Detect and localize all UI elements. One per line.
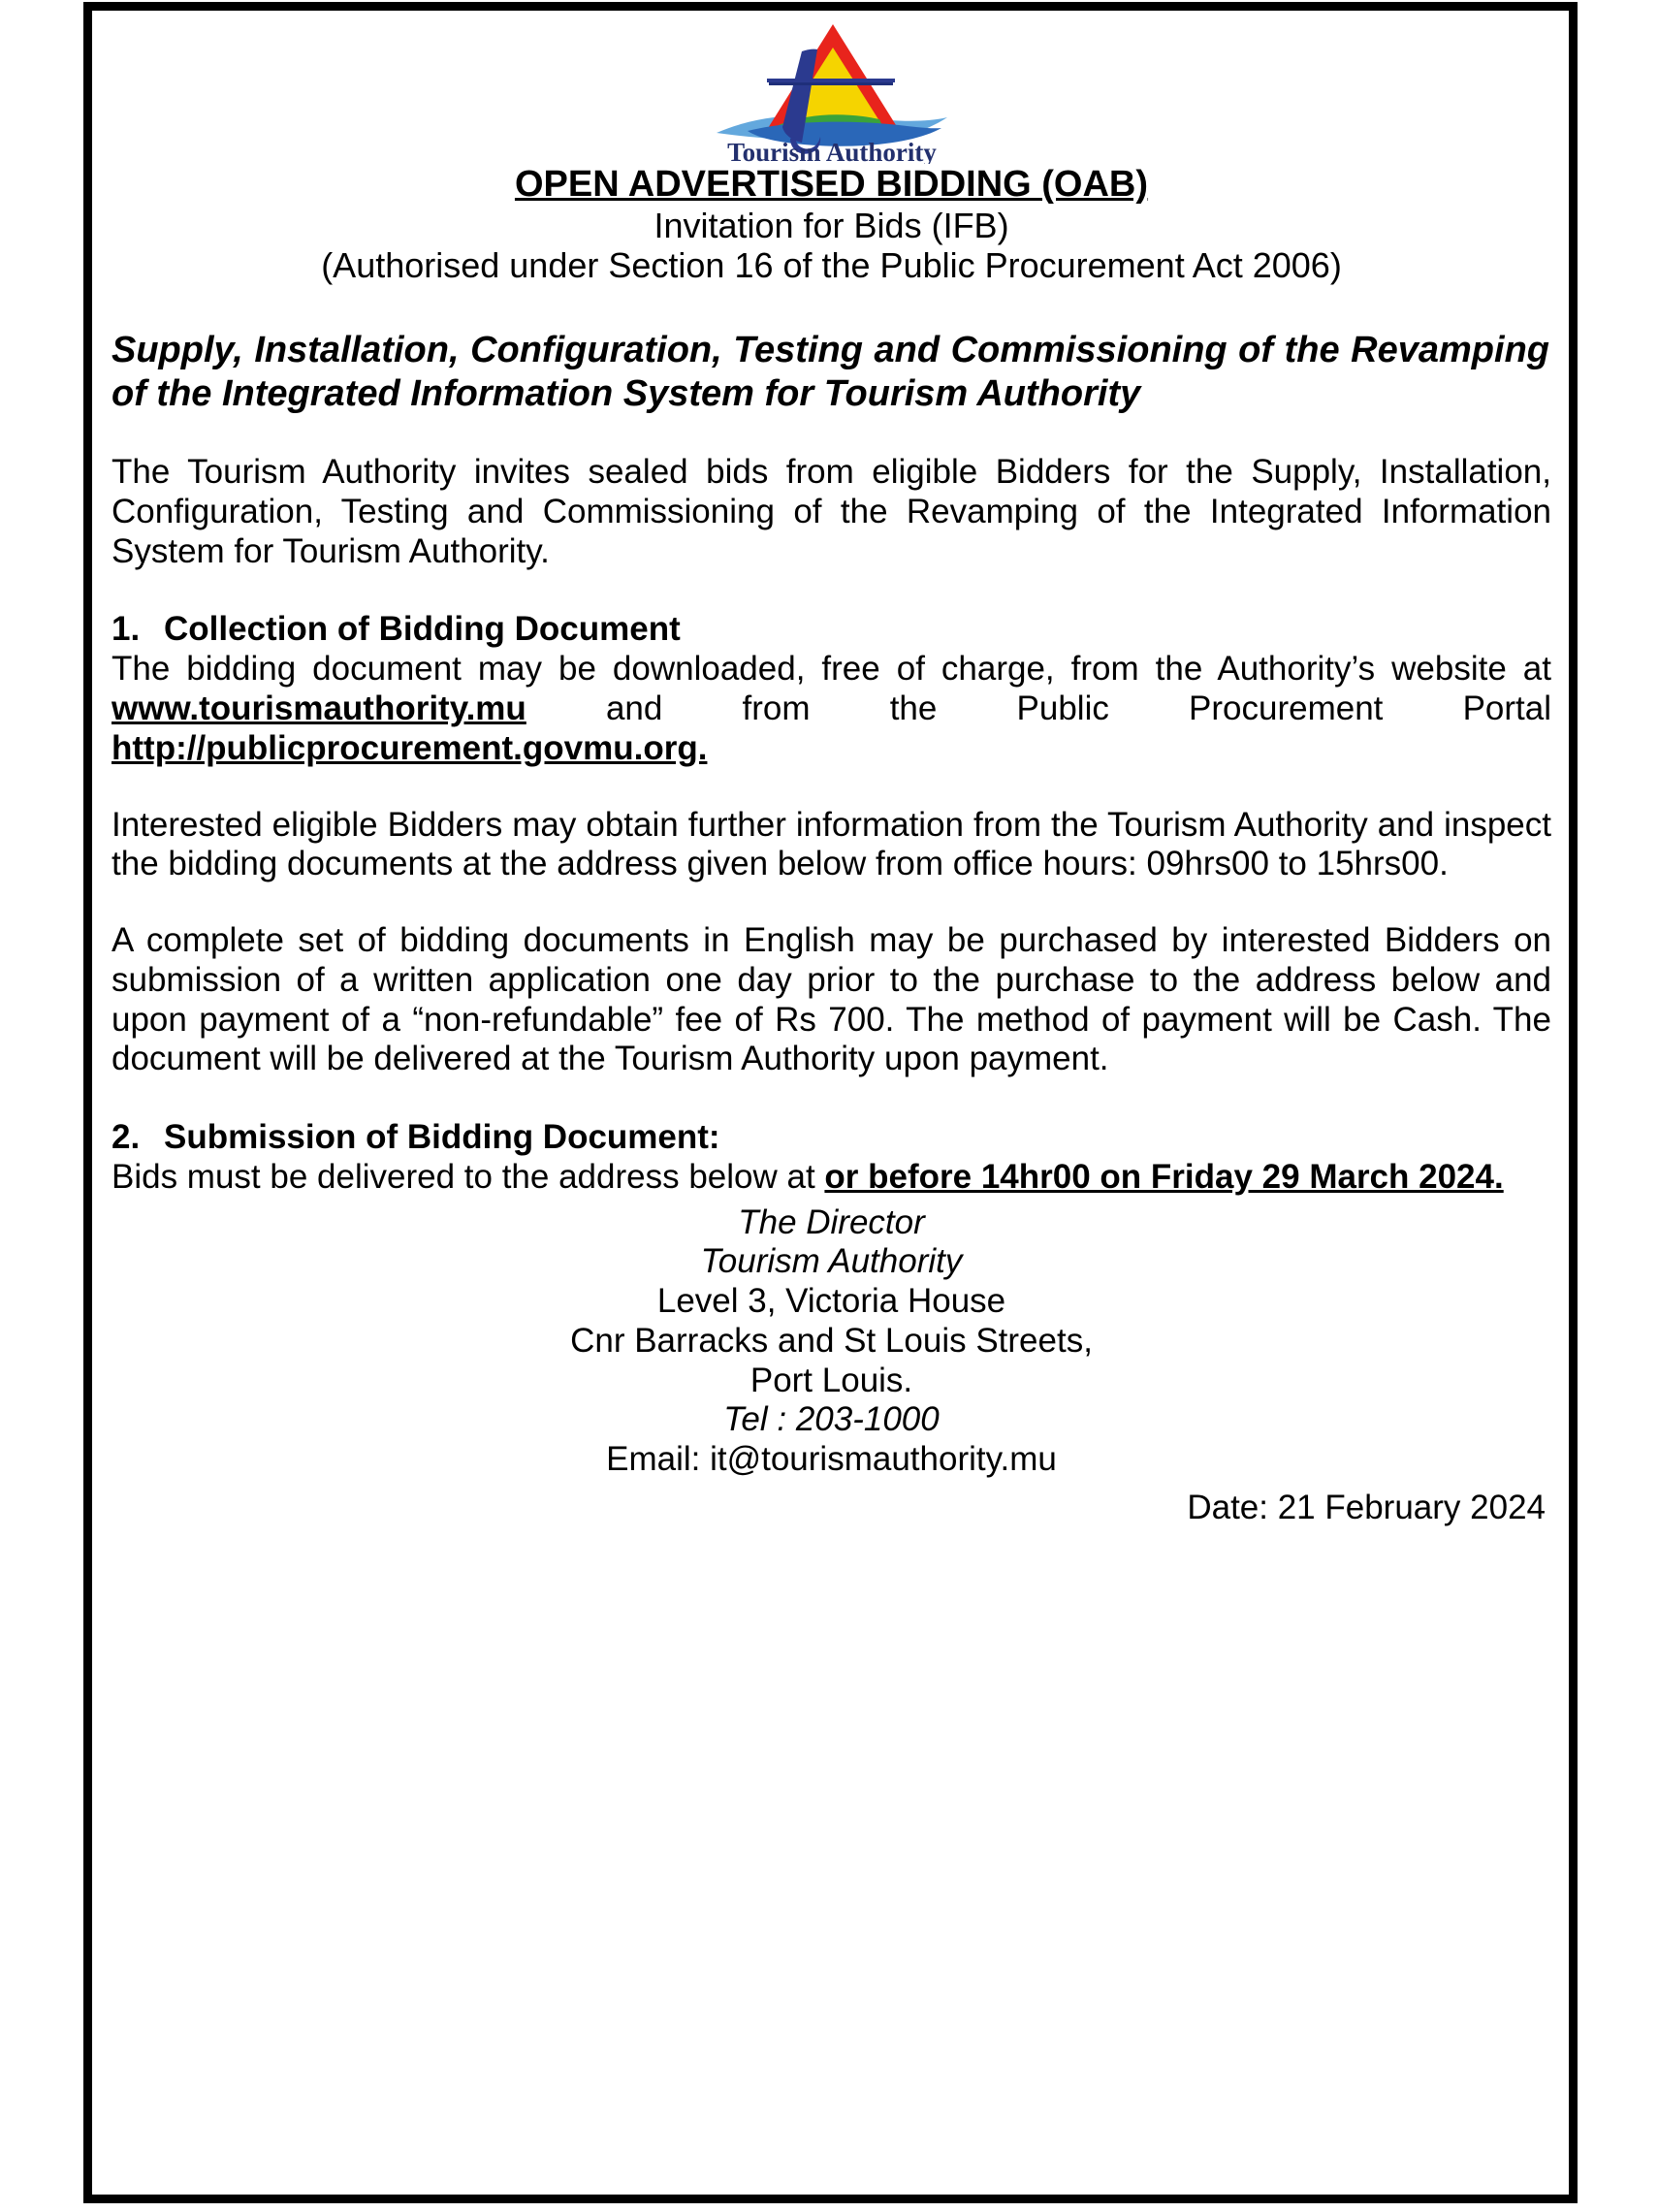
submission-lead-text: Bids must be delivered to the address below at [112,1157,825,1196]
contact-address-block [112,1203,1551,1480]
procurement-portal-link[interactable]: http://publicprocurement.govmu.org. [112,728,708,767]
address-director: The Director [738,1202,925,1241]
document-purchase-paragraph: A complete set of bidding documents in English may be purchased by interested Bidders on submission of a written application one day prior to the purchase to the address below and upon payment of a “non-refundable” fee of Rs 700. The method of payment will be Cash. The document will be delivered at the Tourism Authority upon payment. [112,921,1551,1078]
website-link[interactable]: www.tourismauthority.mu [112,689,526,727]
tourism-authority-logo-icon [709,18,955,164]
bid-subject: Supply, Installation, Configuration, Testing and Commissioning of the Revamping of the Integrated Information System for Tourism Authority [112,329,1549,414]
submission-deadline: or before 14hr00 on Friday 29 March 2024. [824,1157,1504,1196]
notice-date: Date: 21 February 2024 [1187,1489,1546,1527]
section-heading-submission [112,1118,1551,1158]
logo-svg [709,18,955,164]
logo-container [112,18,1551,164]
address-city: Port Louis. [749,1361,913,1399]
section-title-2: Submission of Bidding Document: [164,1118,720,1157]
section-heading-collection [112,610,1551,650]
address-level: Level 3, Victoria House [656,1282,1006,1321]
page-subtitle: Invitation for Bids (IFB) [654,206,1009,246]
section-number-1: 1. [112,610,141,649]
further-information-paragraph: Interested eligible Bidders may obtain further information from the Tourism Authority and inspect the bidding documents at the address given below from office hours: 09hrs00 to 15hrs00. [112,805,1551,883]
logo-wordmark: Tourism Authority [726,138,937,164]
section-title-1: Collection of Bidding Document [164,610,681,649]
page-title: OPEN ADVERTISED BIDDING (OAB) [514,164,1149,205]
collection-lead-text: The bidding document may be downloaded, free of charge, from the Authority’s website at [112,650,1551,689]
address-organisation: Tourism Authority [700,1242,963,1281]
address-telephone: Tel : 203-1000 [723,1400,940,1439]
authority-reference-line: (Authorised under Section 16 of the Public Procurement Act 2006) [321,244,1342,285]
collection-between-text: and from the Public Procurement Portal [526,689,1551,727]
collection-paragraph [112,650,1551,768]
submission-paragraph [112,1158,1551,1198]
address-email[interactable]: Email: it@tourismauthority.mu [606,1440,1057,1479]
notice-border-frame [83,2,1578,2203]
intro-paragraph: The Tourism Authority invites sealed bids from eligible Bidders for the Supply, Installation, Configuration, Testing and Commissioning of the Revamping of the Integrated Information System for Tourism Authority. [112,453,1551,570]
notice-content [112,18,1551,2189]
section-number-2: 2. [112,1118,141,1157]
address-street: Cnr Barracks and St Louis Streets, [570,1321,1093,1360]
